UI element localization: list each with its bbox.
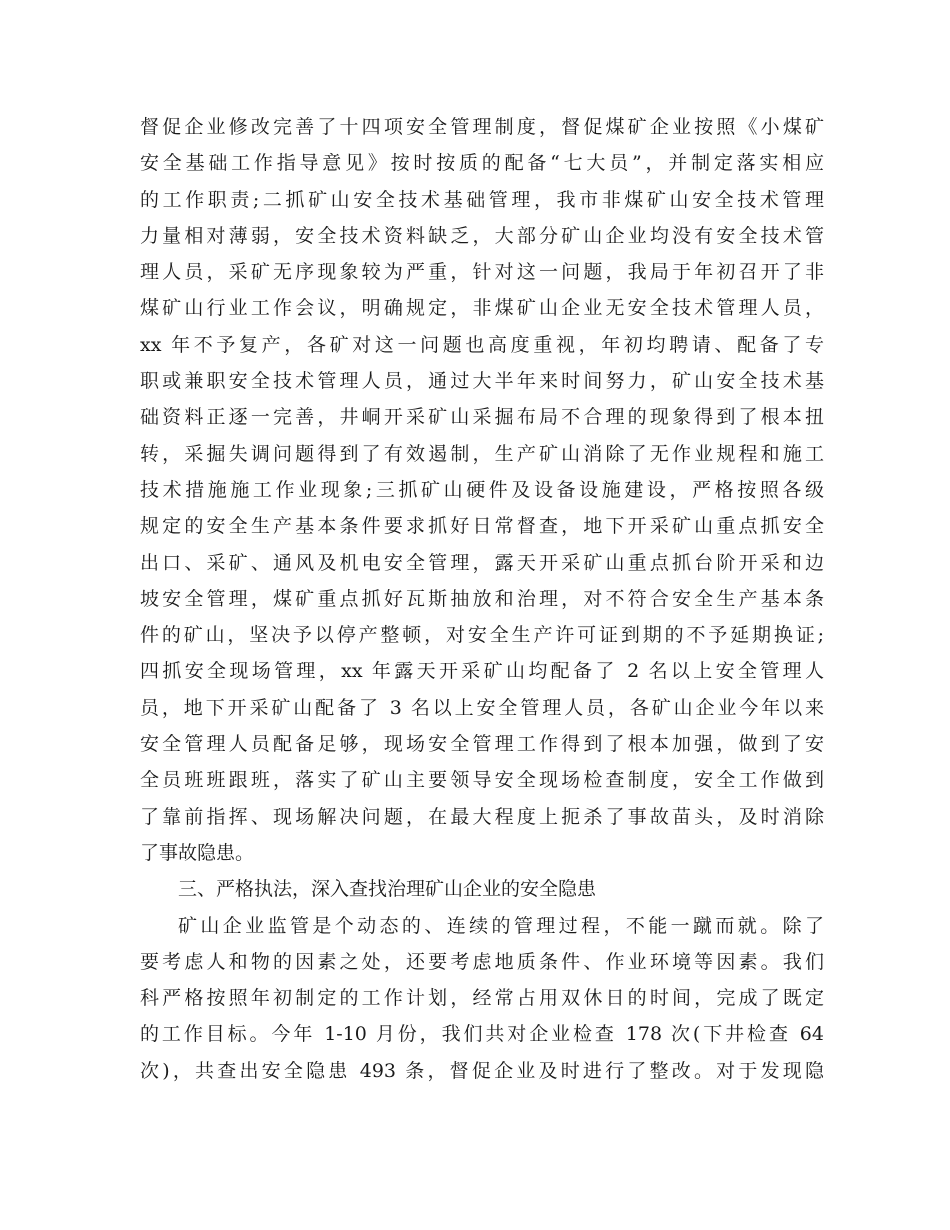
text-line: 件的矿山，坚决予以停产整顿，对安全生产许可证到期的不予延期换证;: [140, 624, 824, 647]
text-line: xx 年不予复产，各矿对这一问题也高度重视，年初均聘请、配备了专: [140, 333, 824, 356]
text-line: 规定的安全生产基本条件要求抓好日常督查，地下开采矿山重点抓安全: [140, 515, 824, 538]
text-line: 出口、采矿、通风及机电安全管理，露天开采矿山重点抓台阶开采和边: [140, 551, 824, 574]
text-line: 力量相对薄弱，安全技术资料缺乏，大部分矿山企业均没有安全技术管: [140, 224, 824, 247]
paragraph-safety-management: [140, 109, 824, 871]
text-line: 了事故隐患。: [140, 841, 255, 864]
heading-line: 三、严格执法，深入查找治理矿山企业的安全隐患: [178, 878, 597, 901]
text-line: 员，地下开采矿山配备了 3 名以上安全管理人员，各矿山企业今年以来: [140, 696, 824, 719]
text-line: 要考虑人和物的因素之处，还要考虑地质条件、作业环境等因素。我们: [140, 950, 824, 973]
text-line: 技术措施施工作业现象;三抓矿山硬件及设备设施建设，严格按照各级: [140, 478, 824, 501]
text-line: 矿山企业监管是个动态的、连续的管理过程，不能一蹴而就。除了: [178, 914, 824, 937]
text-line: 了靠前指挥、现场解决问题，在最大程度上扼杀了事故苗头，及时消除: [140, 805, 824, 828]
text-line: 督促企业修改完善了十四项安全管理制度，督促煤矿企业按照《小煤矿: [140, 116, 824, 138]
text-line: 础资料正逐一完善，井峒开采矿山采掘布局不合理的现象得到了根本扭: [140, 406, 824, 429]
text-line: 次)，共查出安全隐患 493 条，督促企业及时进行了整改。对于发现隐: [140, 1059, 824, 1082]
document-body: [140, 109, 824, 1089]
paragraph-inspection: [140, 908, 824, 1089]
text-line: 职或兼职安全技术管理人员，通过大半年来时间努力，矿山安全技术基: [140, 370, 824, 393]
text-line: 全员班班跟班，落实了矿山主要领导安全现场检查制度，安全工作做到: [140, 769, 824, 792]
text-line: 的工作目标。今年 1-10 月份，我们共对企业检查 178 次(下井检查 64: [140, 1023, 824, 1046]
text-line: 的工作职责;二抓矿山安全技术基础管理，我市非煤矿山安全技术管理: [140, 188, 824, 211]
text-line: 转，采掘失调问题得到了有效遏制，生产矿山消除了无作业规程和施工: [140, 442, 824, 465]
section-heading: [140, 871, 824, 907]
text-line: 四抓安全现场管理，xx 年露天开采矿山均配备了 2 名以上安全管理人: [140, 660, 824, 683]
text-line: 坡安全管理，煤矿重点抓好瓦斯抽放和治理，对不符合安全生产基本条: [140, 587, 824, 610]
text-line: 理人员，采矿无序现象较为严重，针对这一问题，我局于年初召开了非: [140, 261, 824, 284]
text-line: 安全基础工作指导意见》按时按质的配备“七大员”，并制定落实相应: [140, 152, 824, 175]
text-line: 安全管理人员配备足够，现场安全管理工作得到了根本加强，做到了安: [140, 733, 824, 756]
text-line: 煤矿山行业工作会议，明确规定，非煤矿山企业无安全技术管理人员，: [140, 297, 824, 320]
text-line: 科严格按照年初制定的工作计划，经常占用双休日的时间，完成了既定: [140, 987, 824, 1010]
